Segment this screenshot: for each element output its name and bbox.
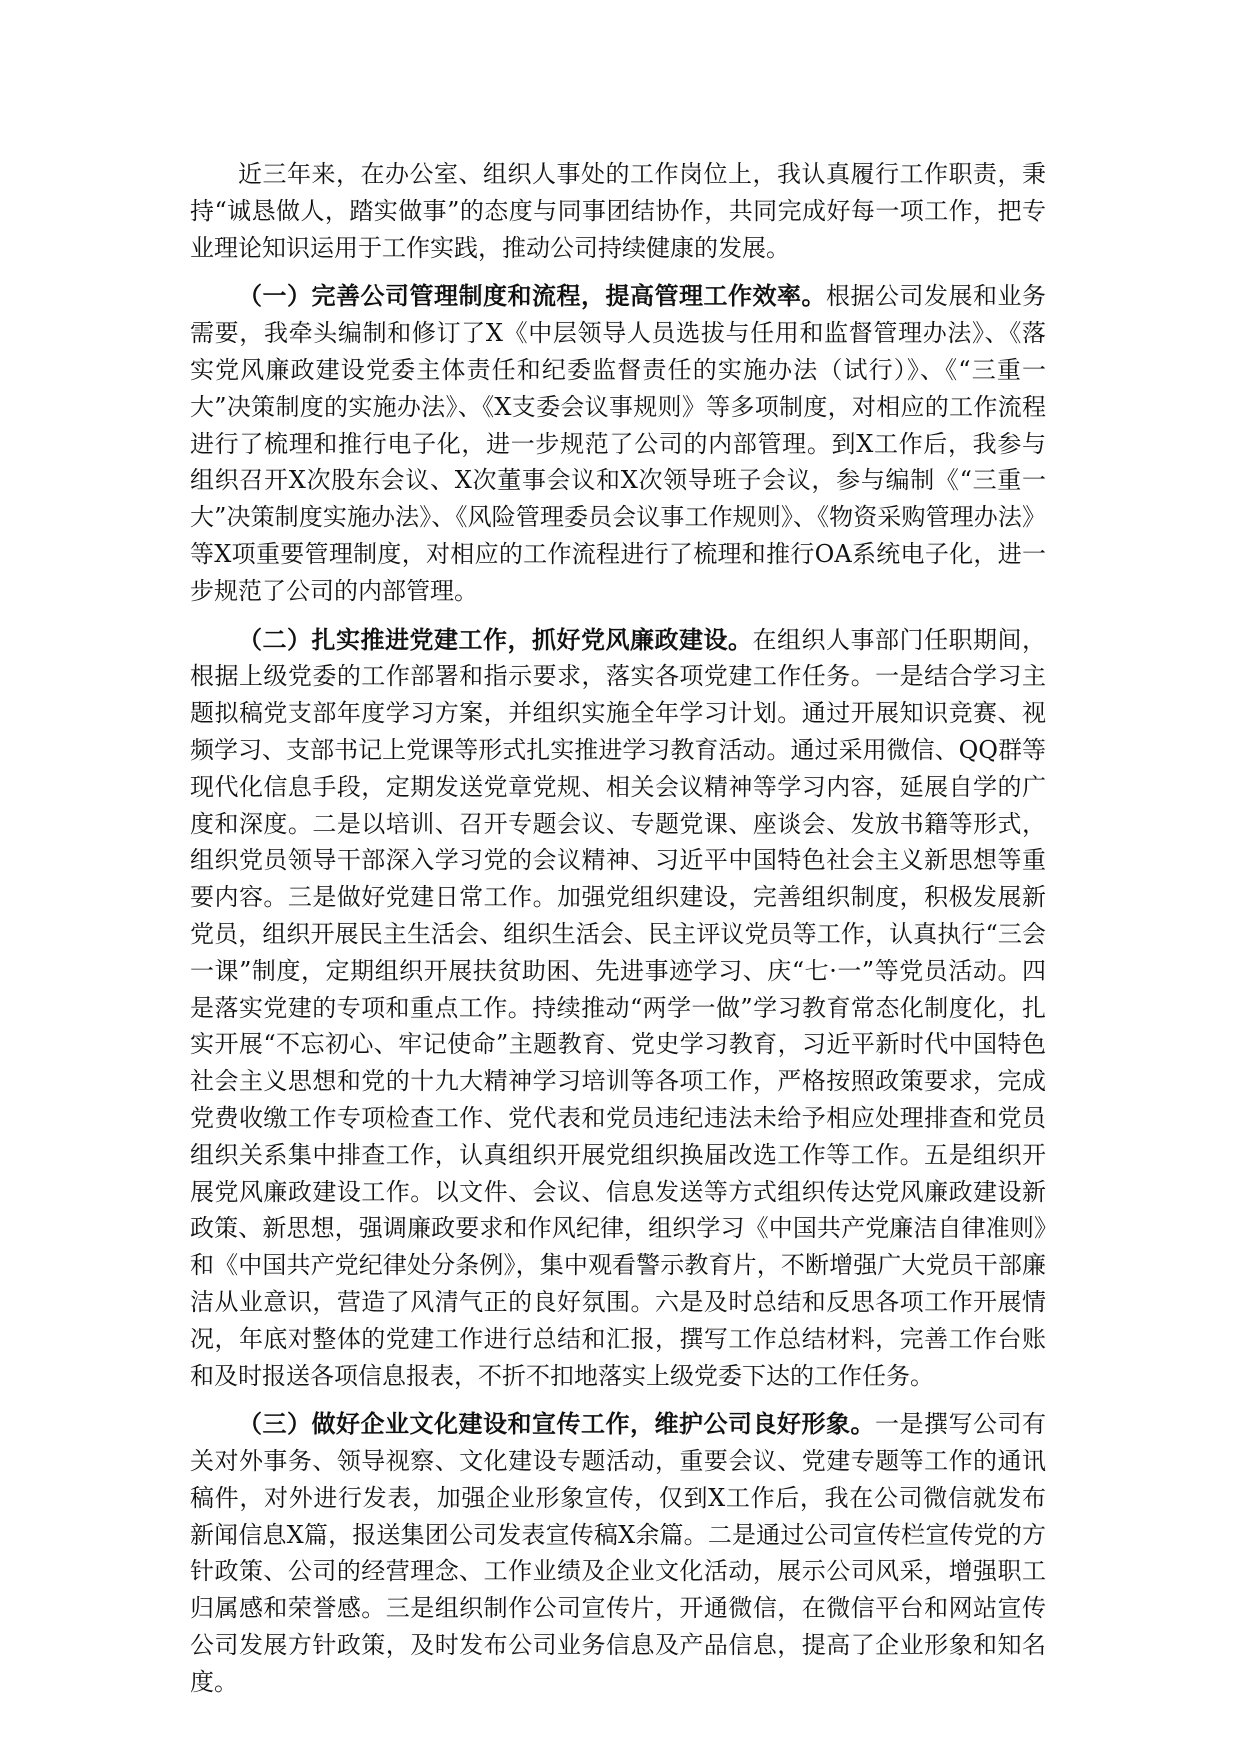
section-3-body: 一是撰写公司有关对外事务、领导视察、文化建设专题活动，重要会议、党建专题等工作的通讯稿件，对外进行发表，加强企业形象宣传，仅到X工作后，我在公司微信就发布新闻信息X篇，报送集团公司发表宣传稿X余篇。二是通过公司宣传栏宣传党的方针政策、公司的经营理念、工作业绩及企业文化活动，展示公司风采，增强职工归属感和荣誉感。三是组织制作公司宣传片，开通微信，在微信平台和网站宣传公司发展方针政策，及时发布公司业务信息及产品信息，提高了企业形象和知名度。 [190, 1410, 1046, 1696]
section-2-body: 在组织人事部门任职期间，根据上级党委的工作部署和指示要求，落实各项党建工作任务。一是结合学习主题拟稿党支部年度学习方案，并组织实施全年学习计划。通过开展知识竞赛、视频学习、支部书记上党课等形式扎实推进学习教育活动。通过采用微信、QQ群等现代化信息手段，定期发送党章党规、相关会议精神等学习内容，延展自学的广度和深度。二是以培训、召开专题会议、专题党课、座谈会、发放书籍等形式，组织党员领导干部深入学习党的会议精神、习近平中国特色社会主义新思想等重要内容。三是做好党建日常工作。加强党组织建设，完善组织制度，积极发展新党员，组织开展民主生活会、组织生活会、民主评议党员等工作，认真执行“三会一课”制度，定期组织开展扶贫助困、先进事迹学习、庆“七·一”等党员活动。四是落实党建的专项和重点工作。持续推动“两学一做”学习教育常态化制度化，扎实开展“不忘初心、牢记使命”主题教育、党史学习教育，习近平新时代中国特色社会主义思想和党的十九大精神学习培训等各项工作，严格按照政策要求，完成党费收缴工作专项检查工作、党代表和党员违纪违法未给予相应处理排查和党员组织关系集中排查工作，认真组织开展党组织换届改选工作等工作。五是组织开展党风廉政建设工作。以文件、会议、信息发送等方式组织传达党风廉政建设新政策、新思想，强调廉政要求和作风纪律，组织学习《中国共产党廉洁自律准则》和《中国共产党纪律处分条例》，集中观看警示教育片，不断增强广大党员干部廉洁从业意识，营造了风清气正的良好氛围。六是及时总结和反思各项工作开展情况，年底对整体的党建工作进行总结和汇报，撰写工作总结材料，完善工作台账和及时报送各项信息报表，不折不扣地落实上级党委下达的工作任务。 [190, 625, 1046, 1390]
section-2-heading: （二）扎实推进党建工作，抓好党风廉政建设。 [238, 624, 753, 654]
section-1-heading: （一）完善公司管理制度和流程，提高管理工作效率。 [238, 281, 826, 311]
document-page [190, 156, 1046, 1713]
section-1-body: 根据公司发展和业务需要，我牵头编制和修订了X《中层领导人员选拔与任用和监督管理办法》、《落实党风廉政建设党委主体责任和纪委监督责任的实施办法（试行）》、《“三重一大”决策制度的实施办法》、《X支委会议事规则》等多项制度，对相应的工作流程进行了梳理和推行电子化，进一步规范了公司的内部管理。到X工作后，我参与组织召开X次股东会议、X次董事会议和X次领导班子会议，参与编制《“三重一大”决策制度实施办法》、《风险管理委员会议事工作规则》、《物资采购管理办法》等X项重要管理制度，对相应的工作流程进行了梳理和推行OA系统电子化，进一步规范了公司的内部管理。 [190, 282, 1046, 605]
section-3-heading: （三）做好企业文化建设和宣传工作，维护公司良好形象。 [238, 1409, 875, 1439]
intro-paragraph: 近三年来，在办公室、组织人事处的工作岗位上，我认真履行工作职责，秉持“诚恳做人，踏实做事”的态度与同事团结协作，共同完成好每一项工作，把专业理论知识运用于工作实践，推动公司持续健康的发展。 [190, 160, 1046, 262]
section-2-paragraph [190, 622, 1046, 1395]
section-3-paragraph [190, 1406, 1046, 1700]
section-1-paragraph [190, 278, 1046, 609]
